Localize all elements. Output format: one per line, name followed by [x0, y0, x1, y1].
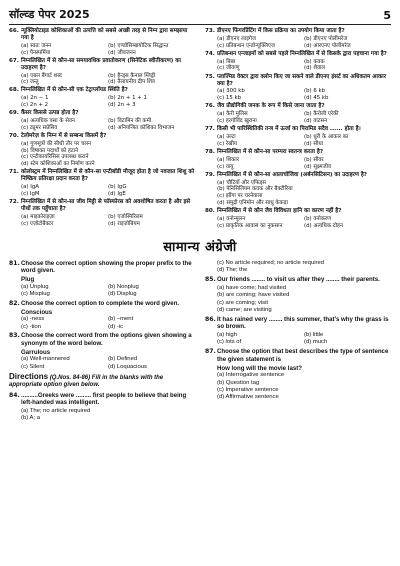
option: (d) much: [304, 339, 328, 346]
question-text: Choose the correct option to complete the word given.: [21, 299, 180, 307]
question-text: निम्नलिखित में से कौन-सी एक टेट्राप्लॉयड स्थिति है?: [21, 87, 128, 94]
option: (d) 45 kb: [304, 95, 329, 102]
question-number: 76.: [205, 103, 215, 110]
directions: [9, 373, 195, 390]
question-text: निम्नलिखित में से कौन-सा जीव मिट्टी से फॉस्फोरस को अवशोषित करता है और इसे पौधों तक पहुँचाता है?: [21, 199, 191, 212]
question-75: [205, 74, 391, 88]
option: (a) वनोन्मूलन: [217, 215, 246, 222]
section-title: सामान्य अंग्रेजी: [163, 239, 237, 255]
question-number: 72.: [9, 199, 19, 205]
question-68: [9, 87, 195, 94]
option: (b) धुरी के आकार का: [304, 134, 349, 141]
option: (b) 2n + 1 + 1: [108, 95, 147, 102]
option: (a) एबल बैंगार्ट शब्द: [21, 72, 62, 79]
question-text: निम्नलिखित में से कौन-सा आलाचोजिवा (अर्बनसिटिसन) का उदाहरण है?: [217, 171, 368, 178]
question-77: [205, 126, 391, 133]
question-text: प्रतिबन्धन एन्जाइमों को सबसे पहले निम्नलिखित में से किसके द्वारा पहचाना गया है?: [217, 50, 387, 57]
question-number: 68.: [9, 87, 19, 94]
option: (b) –ment: [108, 316, 134, 323]
option: (d) The; the: [217, 267, 248, 274]
question-text: डीएनए फिंगरप्रिंटिंग में किस प्रक्रिया का उपयोग किया जाता है?: [217, 28, 345, 34]
option: (a) IgA: [21, 184, 39, 191]
options: [205, 285, 391, 315]
option: (c) Silent: [21, 363, 45, 370]
option: (b) कैरोली एरेकी: [304, 111, 339, 118]
option: (d) राइज़ोबियम: [108, 220, 140, 227]
question-number: 71.: [9, 169, 19, 176]
question-72: [9, 199, 195, 213]
question-number: 82.: [9, 299, 20, 307]
option: (c) पैनस्पर्मिया: [21, 49, 51, 56]
question-76: [205, 103, 391, 110]
options: [205, 59, 391, 72]
option: (b) IgG: [108, 184, 127, 191]
options: [9, 284, 195, 299]
option: (c) 2n + 2: [21, 102, 49, 109]
option: (d) शैवाल: [304, 65, 326, 72]
option: (c) No article required; no article required: [217, 259, 325, 266]
options: [9, 141, 195, 168]
option: (a) गुणसूत्रों की सीधी तौर पर चलन: [21, 140, 92, 147]
option: (a) high: [217, 332, 237, 339]
option: (d) IgE: [108, 190, 126, 197]
question-number: 85.: [205, 276, 216, 284]
question-text: Choose the correct option showing the proper prefix to the word given.: [21, 259, 192, 275]
option: (c) Misplug: [21, 291, 50, 297]
option: (c) हरगोविंद खुराना: [217, 117, 257, 124]
question-73: [205, 28, 391, 35]
option: (d) came; are visiting: [217, 306, 272, 313]
option: (b) little: [304, 332, 324, 339]
question-78: [205, 149, 391, 156]
question-number: 75.: [205, 73, 215, 80]
option: (d) स्टेम कोशिकाओं का निर्माण करने: [21, 161, 95, 168]
question-number: 74.: [205, 50, 215, 57]
question-83: [9, 332, 195, 347]
question-text: निम्नलिखित में से कौन-सा समयावधिक प्रवातोकरण (सिनेटिक स्वीतीकरण) का उदाहरण है?: [21, 57, 181, 71]
question-74: [205, 51, 391, 58]
option: (b) एजोस्पिरिलम: [108, 213, 143, 220]
question-67: [9, 58, 195, 72]
question-66: [9, 28, 195, 42]
options: [205, 134, 391, 147]
option: (b) सीवर: [304, 156, 324, 163]
question-84-options-cont: [205, 260, 391, 275]
option: (a) डीएनए लाइगेज: [217, 35, 256, 42]
question-number: 79.: [205, 171, 215, 178]
page-header: [9, 6, 391, 25]
option: (b) कवक: [304, 58, 325, 65]
question-text: Choose the option that best describes the type of sentence the given statement is: [217, 348, 389, 363]
option: (b) एण्डोसिम्बायोटिक सिद्धान्त: [108, 42, 169, 49]
option: (a) Interrogative sentence: [217, 372, 285, 379]
option: (a) Unplug: [21, 283, 49, 290]
question-69: [9, 110, 195, 117]
page-title: सॉल्व्ड पेपर 2025: [9, 8, 90, 21]
question-number: 80.: [205, 208, 215, 214]
option: (c) lots of: [217, 339, 242, 346]
question-text: टेलोमरेज़ के निम्न में से सम्बन्ध किसमें है?: [21, 133, 107, 140]
option: (b) डीएनए पोलीमरेज: [304, 35, 348, 42]
option: (a) बिबा: [217, 58, 236, 65]
option: (d) अनियन्त्रित कोशिका विभाजन: [108, 124, 175, 131]
question-number: 81.: [9, 259, 20, 267]
options: [9, 184, 195, 197]
question-text: किसी भी पारिस्थितिकी तन्त्र में ऊर्जा का पिरामिड सदैव ...... होता है।: [217, 126, 361, 133]
options: [205, 157, 391, 170]
hindi-left-column: [9, 28, 195, 231]
options: [205, 332, 391, 347]
question-text: निम्नलिखित में से कौन-सा परम्परा स्वतन्त्र करता है?: [217, 148, 324, 155]
option: (d) समुद्री एनिमोन और साधु केकड़ा: [217, 199, 288, 206]
option: (d) वाटसन: [304, 117, 328, 124]
question-text: Choose the correct word from the options given showing a synonym of the word below.: [21, 332, 192, 347]
question-text: प्लाज्मिड वेक्टर द्वारा क्लोन किए जा सकने वाले डीएनए इंसर्ट का अधिकतम आकार क्या है?: [217, 73, 387, 87]
option: (a) स्वतः जनन: [21, 42, 52, 49]
question-text: निम्नलिखित में से कौन जैव विविधता हानि का कारण नहीं है?: [217, 208, 342, 214]
english-right-column: [205, 260, 391, 425]
options: [205, 180, 391, 207]
option: (c) IgM: [21, 190, 40, 197]
option: (d) आरएनए पोलीमरेज: [304, 42, 351, 49]
option: (b) पेनिसिलियम कवक और बैक्टीरिया: [217, 186, 293, 193]
option: (a) अत्यधिक वसा के सेवन: [21, 118, 75, 125]
question-84-options: [9, 408, 195, 423]
option: (c) Imperative sentence: [217, 386, 279, 393]
option: (b) Question tag: [217, 379, 260, 386]
question-text: कैंसर किससे उत्पन्न होता है?: [21, 110, 79, 117]
question-79: [205, 172, 391, 179]
question-number: 67.: [9, 57, 19, 64]
question-text: Our friends ........ to visit us after they ........ their parents.: [217, 276, 380, 284]
option: (b) A; a: [21, 415, 40, 422]
option: (d) सीधा: [304, 140, 324, 147]
question-number: 86.: [205, 315, 216, 323]
question-number: 70.: [9, 133, 19, 140]
question-text: जैव प्रौद्योगिकी जनक के रूप में किसे जाना जाता है?: [217, 103, 325, 110]
question-text: न्यूक्लियोटाइड कोशिकाओं की उत्पत्ति को सबसे अच्छी तरह से निम्न द्वारा समझाया गया है: [21, 28, 188, 41]
options: [205, 372, 391, 402]
option: (a) have come; had visited: [217, 284, 287, 291]
question-number: 87.: [205, 348, 216, 356]
options: [205, 111, 391, 124]
question-number: 77.: [205, 126, 215, 133]
question-word: Garrulous: [21, 348, 51, 356]
directions-label: Directions: [9, 372, 49, 381]
option: (c) -tion: [21, 323, 41, 330]
option: (a) शिकार: [217, 156, 240, 163]
hindi-section: [9, 28, 391, 231]
question-70: [9, 133, 195, 140]
option: (b) वनोकरण: [304, 215, 331, 222]
question-81: [9, 260, 195, 275]
option: (c) जन्तु: [21, 79, 39, 86]
question-word: How long will the movie last?: [217, 364, 302, 372]
option: (d) -ic: [108, 323, 124, 330]
option: (c) वायु: [217, 163, 234, 170]
question-80: [205, 208, 391, 215]
question-number: 73.: [205, 28, 215, 34]
options: [9, 214, 195, 227]
question-84: 84. ..........Greeks were ......... first people to believe that being left-handed was intelligent.: [9, 392, 195, 407]
option: (a) उल्टा: [217, 134, 236, 141]
option: (a) 2n − 1: [21, 95, 49, 102]
option: (a) -ness: [21, 316, 45, 323]
option: (a) माइकोराइज़ा: [21, 213, 55, 220]
option: (c) प्रतिबन्धन एन्डोन्यूक्लिएज: [217, 42, 275, 49]
option: (a) Well-mannered: [21, 356, 70, 363]
option: (a) कैरी मुलिस: [217, 111, 248, 118]
option: (c) रेखीय: [217, 140, 238, 147]
options: [9, 316, 195, 331]
option: (d) अत्यधिक दोहन: [304, 222, 343, 229]
question-text: कोलोस्ट्रम में निम्नलिखित में से कौन-सा एन्टीबॉडी मौजूद होता है जो नवजात शिशु को निष्क्रिय प्रतिरक्षा प्रदान करता है?: [21, 169, 195, 183]
option: (b) are coming; have visited: [217, 292, 290, 299]
hindi-right-column: [205, 28, 391, 231]
option: (a) The; no article required: [21, 408, 91, 414]
option: (d) Loquacious: [108, 363, 147, 370]
option: (a) 300 kb: [217, 88, 245, 95]
english-section: [9, 260, 391, 425]
question-71: [9, 169, 195, 183]
options: [9, 356, 195, 371]
page-number: 5: [383, 9, 391, 22]
question-87: [205, 348, 391, 363]
option: (a) चौटियों और एफिड्स: [217, 179, 266, 186]
option: (d) Displug: [108, 291, 137, 297]
option: (b) विटामिन की कमी: [108, 118, 152, 125]
question-82: [9, 300, 195, 308]
question-number: 66.: [9, 28, 19, 34]
option: (d) तैलायनीय द्रीप शिव: [108, 79, 155, 86]
option: (d) सूक्ष्मजीव: [304, 163, 332, 170]
options: [9, 43, 195, 56]
question-number: 69.: [9, 110, 19, 117]
english-left-column: [9, 260, 195, 425]
option: (c) प्राकृतिक आवास का नुकसान: [217, 222, 283, 229]
options: [9, 73, 195, 86]
option: (d) 2n + 3: [108, 102, 136, 109]
option: (c) 15 kb: [217, 95, 241, 102]
question-86: [205, 316, 391, 331]
option: (b) 6 kb: [304, 88, 326, 95]
options: [9, 95, 195, 108]
option: (c) are coming; visit: [217, 299, 269, 306]
question-number: 78.: [205, 148, 215, 155]
option: (d) जीवजनन: [108, 49, 136, 56]
question-number: 83.: [9, 332, 20, 340]
option: (c) एन्टीकायरिसिस उपलब्ध कराने: [21, 154, 89, 161]
options: [205, 88, 391, 101]
option: (c) एज़ोटोबैक्टर: [21, 220, 54, 227]
options: [205, 216, 391, 229]
option: (b) Defined: [108, 356, 138, 363]
option: (c) झींगा पर चरनेवाला: [217, 193, 263, 200]
directions-text: (Q.Nos. 84-86) Fill in the blanks with the appropriate option given below.: [9, 375, 164, 389]
options: [9, 118, 195, 131]
question-word: Plug: [21, 276, 35, 283]
question-text: It has rained very ........ this summer, that’s why the grass is so brown.: [217, 315, 389, 331]
option: (c) जीवाणु: [217, 65, 240, 72]
option: (b) विषाक्त पदार्थों को हटाने: [21, 147, 79, 154]
option: (b) हैन्ड्स कैनाल ग्लिड्री: [108, 72, 156, 79]
question-word: Conscious: [21, 308, 53, 316]
option: (b) Nonplug: [108, 283, 139, 290]
options: [205, 36, 391, 49]
question-85: [205, 276, 391, 284]
question-text: ..........Greeks were ......... first people to believe that being left-handed was intelligent.: [21, 391, 187, 407]
option: (d) Affirmative sentence: [217, 394, 279, 401]
option: (c) ट्यूमर सप्रेसिव: [21, 124, 58, 131]
